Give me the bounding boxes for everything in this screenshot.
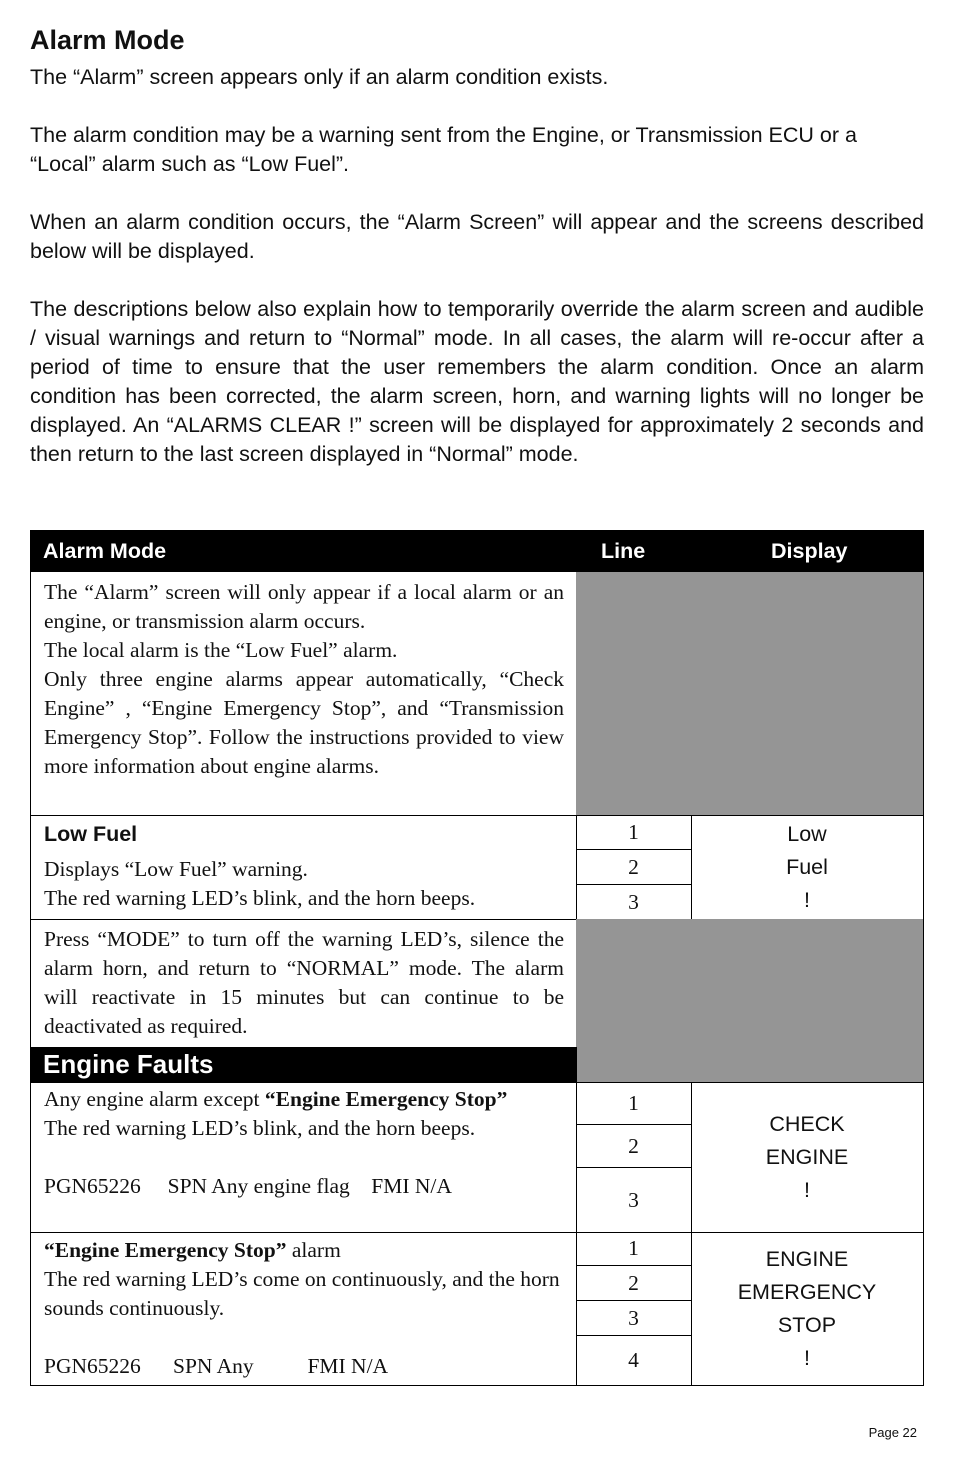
check-engine-description — [30, 1082, 577, 1233]
check-engine-display-line-3: ! — [804, 1178, 810, 1202]
header-display: Display — [771, 539, 848, 563]
low-fuel-line-3: 3 — [576, 885, 692, 920]
intro-paragraph-3: When an alarm condition occurs, the “Alarm Screen” will appear and the screens described below will be displayed. — [30, 210, 924, 263]
low-fuel-text-2: The red warning LED’s blink, and the horn beeps. — [44, 886, 476, 910]
emergency-stop-line-1: 1 — [576, 1232, 692, 1266]
intro-row-text-3: Only three engine alarms appear automatically, “Check Engine” , “Engine Emergency Stop”, and “Transmission Emergency Stop”. Follow the instructions provided to view more information about engine alarms. — [44, 667, 564, 778]
low-fuel-description — [30, 815, 577, 920]
low-fuel-display-line-3: ! — [804, 888, 810, 912]
check-engine-display — [691, 1082, 924, 1233]
low-fuel-display — [691, 815, 924, 920]
intro-row-text-1: The “Alarm” screen will only appear if a local alarm or an engine, or transmission alarm occurs. — [44, 580, 564, 633]
page-title: Alarm Mode — [30, 25, 185, 55]
intro-row-gray-display — [576, 572, 924, 816]
low-fuel-heading: Low Fuel — [44, 822, 138, 846]
press-mode-description — [30, 919, 577, 1047]
check-engine-line-3: 3 — [576, 1168, 692, 1233]
check-engine-line-2: 2 — [576, 1125, 692, 1168]
intro-paragraph-1: The “Alarm” screen appears only if an alarm condition exists. — [30, 65, 609, 89]
low-fuel-line-2: 2 — [576, 850, 692, 885]
page-number: Page 22 — [868, 1425, 917, 1440]
check-engine-display-line-2: ENGINE — [765, 1145, 849, 1169]
intro-row-text-2: The local alarm is the “Low Fuel” alarm. — [44, 638, 398, 662]
emergency-stop-text-1: “Engine Emergency Stop” alarm — [44, 1238, 341, 1262]
emergency-stop-line-4: 4 — [576, 1336, 692, 1386]
press-mode-text: Press “MODE” to turn off the warning LED’s, silence the alarm horn, and return to “NORMAL” mode. The alarm will reactivate in 15 minutes but can continue to be deactivated as required. — [44, 927, 564, 1038]
intro-row-description — [30, 572, 577, 816]
emergency-stop-display-line-1: ENGINE — [765, 1246, 849, 1271]
check-engine-text-1: Any engine alarm except “Engine Emergency Stop” — [44, 1087, 508, 1111]
emergency-stop-display-line-4: ! — [804, 1345, 810, 1370]
table-header — [30, 530, 924, 572]
emergency-stop-display-line-3: STOP — [777, 1312, 837, 1337]
low-fuel-display-line-2: Fuel — [786, 855, 828, 879]
check-engine-display-line-1: CHECK — [769, 1112, 845, 1136]
emergency-stop-line-3: 3 — [576, 1301, 692, 1336]
check-engine-line-1: 1 — [576, 1082, 692, 1125]
check-engine-text-2: The red warning LED’s blink, and the horn beeps. — [44, 1116, 476, 1140]
intro-paragraph-4: The descriptions below also explain how to temporarily override the alarm screen and audible / visual warnings and return to “Normal” mode. In all cases, the alarm will re-occur after a period of time to ensure that the user remembers the alarm condition. Once an alarm condition has been corrected, the alarm screen, horn, and warning lights will no longer be displayed. An “ALARMS CLEAR !” screen will be displayed for approximately 2 seconds and then return to the last screen displayed in “Normal” mode. — [30, 297, 924, 466]
low-fuel-display-line-1: Low — [787, 822, 827, 846]
emergency-stop-codes: PGN65226 SPN Any FMI N/A — [44, 1354, 389, 1378]
emergency-stop-display — [691, 1232, 924, 1386]
emergency-stop-description — [30, 1232, 577, 1386]
emergency-stop-text-2: The red warning LED’s come on continuously, and the horn sounds continuously. — [44, 1267, 560, 1320]
press-mode-gray-display — [576, 919, 924, 1083]
header-alarm-mode: Alarm Mode — [43, 539, 167, 563]
low-fuel-line-1: 1 — [576, 815, 692, 850]
emergency-stop-line-2: 2 — [576, 1266, 692, 1301]
intro-paragraph-2: The alarm condition may be a warning sent from the Engine, or Transmission ECU or a “Local” alarm such as “Low Fuel”. — [30, 123, 857, 176]
header-line: Line — [601, 539, 646, 563]
check-engine-codes: PGN65226 SPN Any engine flag FMI N/A — [44, 1174, 452, 1198]
emergency-stop-display-line-2: EMERGENCY — [737, 1279, 877, 1304]
engine-faults-heading: Engine Faults — [30, 1047, 577, 1083]
low-fuel-text-1: Displays “Low Fuel” warning. — [44, 857, 308, 881]
